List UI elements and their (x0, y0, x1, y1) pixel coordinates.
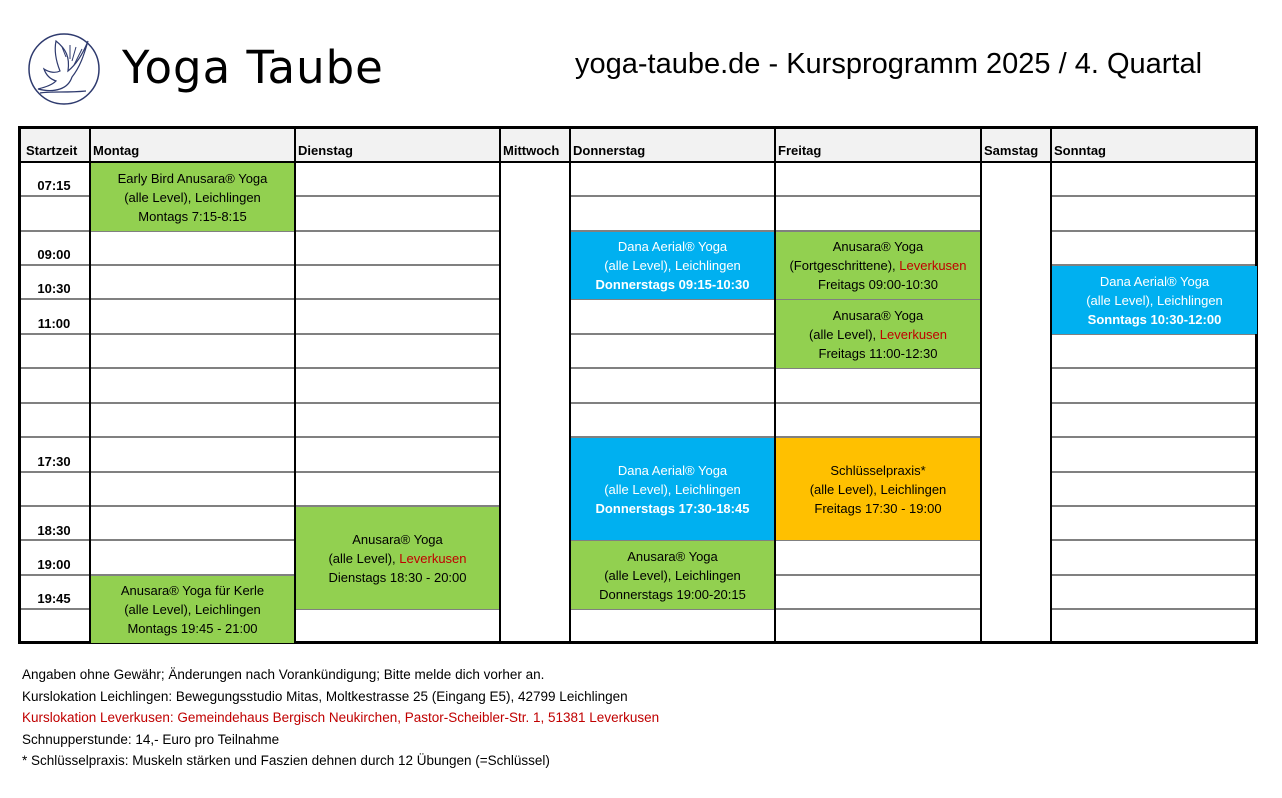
note-location-leverkusen: Kurslokation Leverkusen: Gemeindehaus Bergisch Neukirchen, Pastor-Scheibler-Str. 1, 51381 Leverkusen (22, 710, 660, 725)
course-title: Anusara® Yoga (832, 307, 924, 323)
time-0900: 09:00 (37, 247, 71, 262)
note-location-leichlingen: Kurslokation Leichlingen: Bewegungsstudio Mitas, Moltkestrasse 25 (Eingang E5), 42799 Leichlingen (22, 688, 628, 704)
course-level: (alle Level), Leichlingen (809, 481, 947, 497)
note-schluesselpraxis: * Schlüsselpraxis: Muskeln stärken und Faszien dehnen durch 12 Übungen (=Schlüssel) (22, 753, 550, 768)
course-level (328, 549, 466, 568)
course-title: Schlüsselpraxis* (830, 462, 926, 478)
course-level (789, 256, 966, 275)
course-level: (alle Level), Leichlingen (1086, 292, 1223, 308)
time-0715: 07:15 (37, 178, 71, 193)
timetable (18, 126, 1258, 644)
brand-title: Yoga Taube (122, 41, 384, 94)
course-level: (alle Level), Leichlingen (604, 481, 741, 497)
time-1100: 11:00 (37, 316, 71, 331)
header-samstag: Samstag (984, 143, 1039, 158)
header-montag: Montag (93, 143, 140, 158)
course-time: Donnerstags 19:00-20:15 (599, 586, 746, 602)
course-level-text: (alle Level), (808, 326, 877, 342)
course-aerial-donnerstag-morning (571, 232, 774, 299)
time-1900: 19:00 (37, 557, 71, 572)
location-leverkusen: Leverkusen (879, 326, 948, 342)
course-anusara-dienstag (296, 507, 499, 609)
course-title: Dana Aerial® Yoga (1099, 273, 1210, 289)
course-schluesselpraxis-freitag (776, 438, 980, 540)
course-title: Anusara® Yoga (832, 239, 924, 254)
course-time: Montags 7:15-8:15 (138, 208, 247, 224)
course-level: (alle Level), Leichlingen (604, 258, 741, 273)
course-time: Donnerstags 17:30-18:45 (595, 500, 750, 516)
footnotes (22, 664, 659, 772)
note-trial-price: Schnupperstunde: 14,- Euro pro Teilnahme (22, 731, 280, 747)
course-anusara-freitag-fortgeschrittene (776, 232, 980, 299)
header-mittwoch: Mittwoch (503, 143, 560, 158)
course-time: Freitags 09:00-10:30 (818, 277, 938, 292)
course-title: Anusara® Yoga (352, 531, 443, 547)
course-time: Freitags 11:00-12:30 (818, 345, 938, 361)
course-level: (alle Level), Leichlingen (604, 567, 741, 583)
time-1730: 17:30 (37, 454, 71, 469)
course-aerial-sonntag (1052, 266, 1257, 334)
course-early-bird-montag (91, 163, 294, 231)
course-title: Dana Aerial® Yoga (617, 462, 728, 478)
time-1945: 19:45 (37, 591, 71, 606)
note-disclaimer: Angaben ohne Gewähr; Änderungen nach Vorankündigung; Bitte melde dich vorher an. (22, 667, 545, 682)
course-time: Montags 19:45 - 21:00 (127, 621, 258, 636)
header-donnerstag: Donnerstag (573, 143, 646, 158)
course-anusara-kerle-montag (91, 576, 294, 643)
course-title: Anusara® Yoga für Kerle (120, 583, 265, 598)
course-anusara-freitag-midday (776, 300, 980, 368)
location-leverkusen: Leverkusen (899, 258, 967, 273)
course-title: Anusara® Yoga (627, 548, 718, 564)
location-leverkusen: Leverkusen (399, 550, 467, 566)
course-title: Early Bird Anusara® Yoga (117, 170, 268, 186)
course-time: Freitags 17:30 - 19:00 (814, 500, 942, 516)
header-startzeit: Startzeit (26, 143, 78, 158)
course-aerial-donnerstag-evening (571, 438, 774, 540)
course-level-text: (Fortgeschrittene), (789, 258, 896, 273)
course-level (809, 325, 947, 344)
header-sonntag: Sonntag (1054, 143, 1106, 158)
page-title: yoga-taube.de - Kursprogramm 2025 / 4. Quartal (575, 48, 1203, 80)
course-level: (alle Level), Leichlingen (124, 189, 261, 205)
course-time: Dienstags 18:30 - 20:00 (328, 569, 467, 585)
header-dienstag: Dienstag (298, 143, 353, 158)
logo-icon (26, 27, 102, 109)
course-level-text: (alle Level), (328, 550, 396, 566)
course-time: Sonntags 10:30-12:00 (1087, 311, 1222, 327)
course-anusara-donnerstag (571, 541, 774, 609)
course-level: (alle Level), Leichlingen (124, 602, 261, 617)
header-freitag: Freitag (778, 143, 822, 158)
time-1030: 10:30 (37, 281, 71, 296)
course-time: Donnerstags 09:15-10:30 (595, 277, 750, 292)
time-1830: 18:30 (37, 523, 71, 538)
course-title: Dana Aerial® Yoga (617, 239, 728, 254)
